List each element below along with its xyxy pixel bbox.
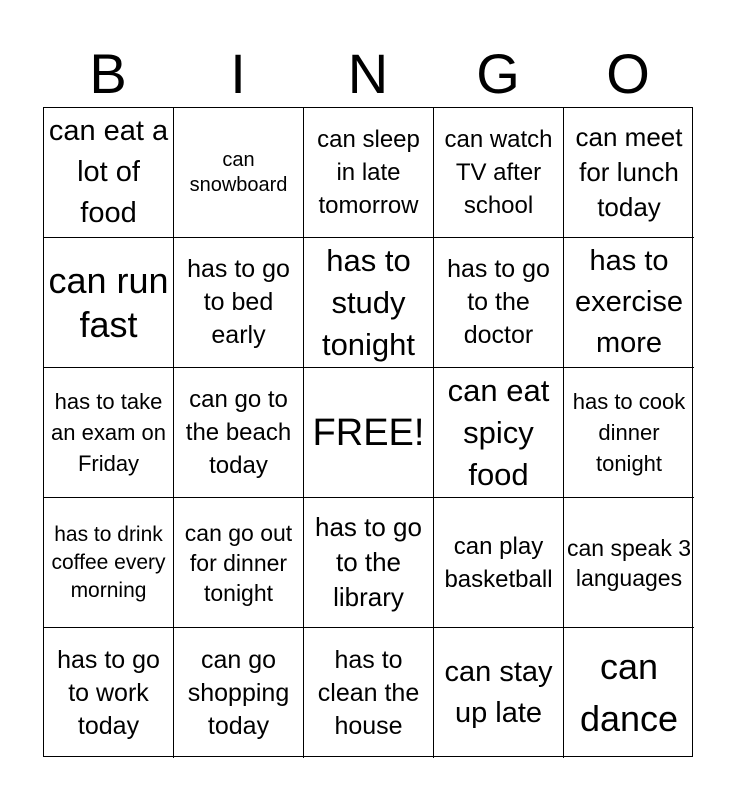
bingo-cell[interactable] [174,498,304,628]
cell-text: can watch TV after school [444,126,553,219]
bingo-cell[interactable] [44,498,174,628]
bingo-cell[interactable] [304,498,434,628]
cell-text: has to cook dinner tonight [572,389,686,476]
bingo-cell[interactable] [304,108,434,238]
bingo-cell[interactable] [564,628,694,758]
cell-text: can go shopping today [187,645,290,740]
bingo-cell[interactable] [434,108,564,238]
bingo-cell[interactable] [564,368,694,498]
bingo-cell[interactable] [304,628,434,758]
header-letter-g: G [476,42,520,105]
bingo-cell[interactable] [174,108,304,238]
cell-text: can play basketball [444,532,553,593]
header-letter-o: O [606,42,650,105]
cell-text: has to go to bed early [187,255,290,349]
cell-text: has to drink coffee every morning [51,522,166,602]
header-letter-n: N [347,42,389,105]
cell-text: can snowboard [189,148,288,196]
cell-text: can go to the beach today [185,386,292,479]
bingo-cell[interactable] [564,238,694,368]
cell-text: has to go to the doctor [447,255,550,349]
cell-text: can go out for dinner tonight [184,519,293,606]
bingo-cell[interactable] [564,498,694,628]
cell-text: can run fast [48,259,169,345]
cell-text: has to go to work today [57,645,160,740]
bingo-cell[interactable] [434,498,564,628]
bingo-cell[interactable] [304,238,434,368]
cell-text: has to take an exam on Friday [51,389,166,476]
bingo-cell[interactable] [434,238,564,368]
cell-text: has to clean the house [317,645,420,740]
cell-text: has to go to the library [315,512,422,612]
bingo-cell[interactable] [434,628,564,758]
bingo-board [43,107,693,757]
cell-text: has to exercise more [575,245,683,359]
cell-text: can meet for lunch today [575,122,683,222]
cell-text: has to study tonight [321,242,416,362]
header-letter-b: B [89,42,127,105]
bingo-cell[interactable] [174,368,304,498]
cell-text: can eat spicy food [447,372,550,492]
bingo-cell[interactable] [44,238,174,368]
bingo-cell[interactable] [44,108,174,238]
bingo-cell[interactable] [564,108,694,238]
free-space-text: FREE! [312,411,425,454]
header-letter-i: I [230,42,246,105]
bingo-cell[interactable] [44,368,174,498]
cell-text: can eat a lot of food [48,115,169,229]
bingo-cell[interactable] [44,628,174,758]
cell-text: can speak 3 languages [566,534,692,591]
cell-text: can dance [579,646,679,739]
cell-text: can stay up late [444,656,553,729]
bingo-header [43,40,693,108]
bingo-cell[interactable] [434,368,564,498]
cell-text: can sleep in late tomorrow [317,126,420,219]
bingo-cell-free[interactable] [304,368,434,498]
bingo-cell[interactable] [174,628,304,758]
bingo-cell[interactable] [174,238,304,368]
